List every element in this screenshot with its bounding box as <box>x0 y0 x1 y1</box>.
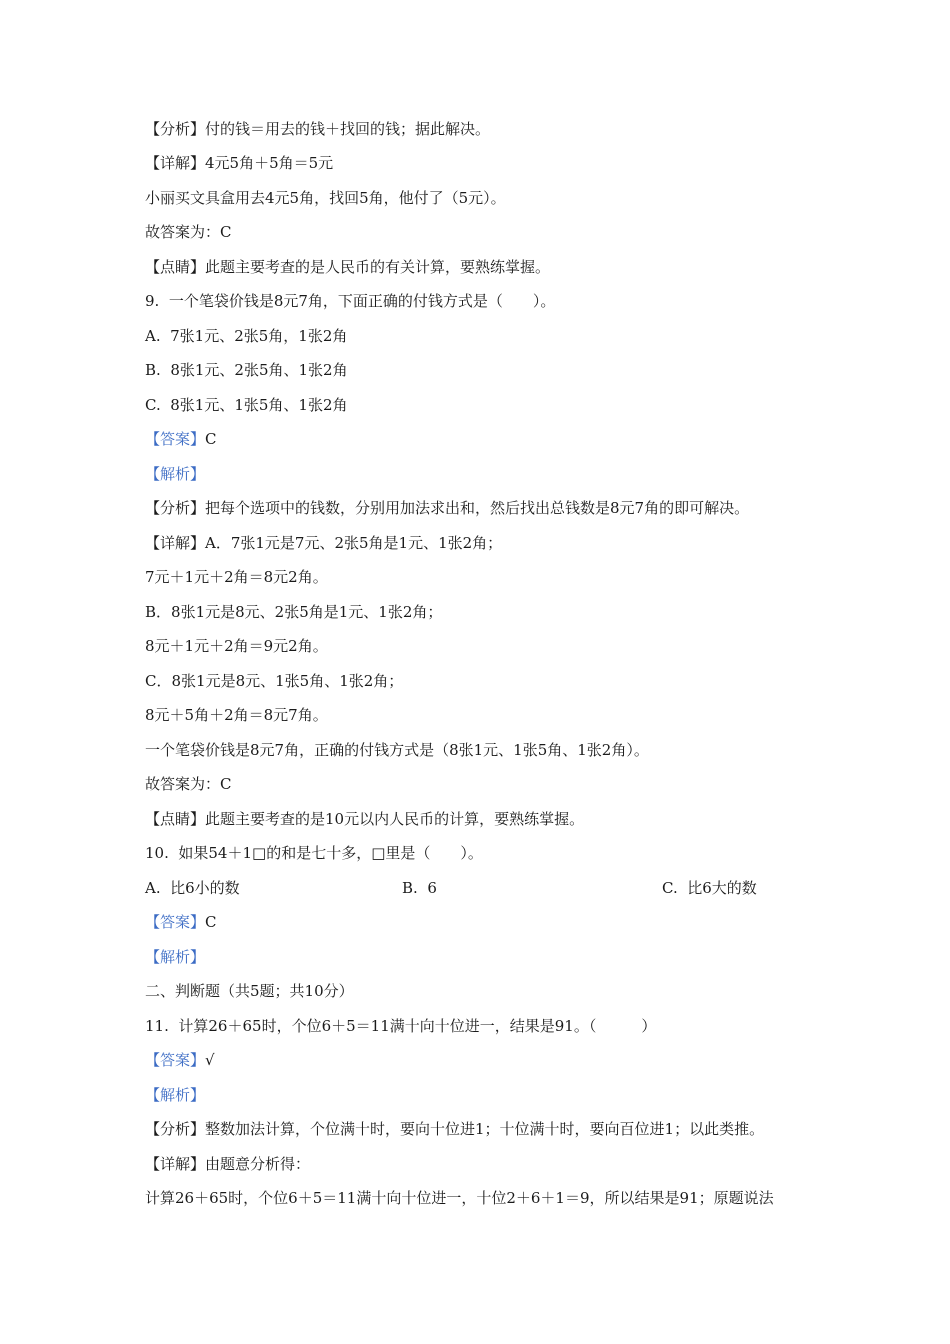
answer-summary-8: 故答案为：C <box>145 223 232 241</box>
q11-answer-value: √ <box>205 1051 215 1069</box>
q10-option-b: B. 6 <box>402 879 437 897</box>
detail-8: 【详解】4元5角＋5角＝5元 <box>145 154 334 172</box>
q9-analysis: 【分析】把每个选项中的钱数，分别用加法求出和，然后找出总钱数是8元7角的即可解决。 <box>145 499 750 517</box>
q11-analysis: 【分析】整数加法计算，个位满十时，要向十位进1；十位满十时，要向百位进1；以此类推。 <box>145 1120 765 1138</box>
section-heading: 二、判断题（共5题；共10分） <box>145 982 354 1000</box>
q10-answer: 【答案】C <box>145 913 217 931</box>
q9-answer-value: C <box>205 430 217 448</box>
q10-answer-value: C <box>205 913 217 931</box>
q9-conclusion: 一个笔袋价钱是8元7角，正确的付钱方式是（8张1元、1张5角、1张2角）。 <box>145 741 649 759</box>
q9-option-a: A. 7张1元、2张5角，1张2角 <box>145 327 348 345</box>
q11-detail: 【详解】由题意分析得： <box>145 1155 311 1173</box>
q9-detail-b: B．8张1元是8元、2张5角是1元、1张2角； <box>145 603 443 621</box>
question-9: 9. 一个笔袋价钱是8元7角，下面正确的付钱方式是（ ）。 <box>145 292 556 310</box>
q9-detail-c: C．8张1元是8元、1张5角、1张2角； <box>145 672 404 690</box>
q9-calc-c: 8元＋5角＋2角＝8元7角。 <box>145 706 328 724</box>
q9-calc-a: 7元＋1元＋2角＝8元2角。 <box>145 568 328 586</box>
q10-option-c: C. 比6大的数 <box>662 879 757 897</box>
q11-solution-heading: 【解析】 <box>145 1086 206 1104</box>
answer-summary-9: 故答案为：C <box>145 775 232 793</box>
question-10: 10. 如果54＋1□的和是七十多，□里是（ ）。 <box>145 844 483 862</box>
q9-solution-heading: 【解析】 <box>145 465 206 483</box>
q9-calc-b: 8元＋1元＋2角＝9元2角。 <box>145 637 328 655</box>
q11-answer: 【答案】√ <box>145 1051 215 1069</box>
q11-detail-line2: 计算26＋65时，个位6＋5＝11满十向十位进一，十位2＋6＋1＝9，所以结果是91；原题说法 <box>145 1189 774 1207</box>
q9-option-c: C. 8张1元、1张5角、1张2角 <box>145 396 348 414</box>
q10-solution-heading: 【解析】 <box>145 948 206 966</box>
q9-detail-a: 【详解】A．7张1元是7元、2张5角是1元、1张2角； <box>145 534 503 552</box>
q10-option-a: A. 比6小的数 <box>145 879 240 897</box>
remark-8: 【点睛】此题主要考查的是人民币的有关计算，要熟练掌握。 <box>145 258 551 276</box>
question-11: 11. 计算26＋65时，个位6＋5＝11满十向十位进一，结果是91。（ ） <box>145 1017 657 1035</box>
detail-8-line2: 小丽买文具盒用去4元5角，找回5角，他付了（5元）。 <box>145 189 506 207</box>
analysis-8: 【分析】付的钱＝用去的钱＋找回的钱；据此解决。 <box>145 120 491 138</box>
remark-9: 【点睛】此题主要考查的是10元以内人民币的计算，要熟练掌握。 <box>145 810 585 828</box>
q9-answer: 【答案】C <box>145 430 217 448</box>
q9-option-b: B. 8张1元、2张5角、1张2角 <box>145 361 348 379</box>
